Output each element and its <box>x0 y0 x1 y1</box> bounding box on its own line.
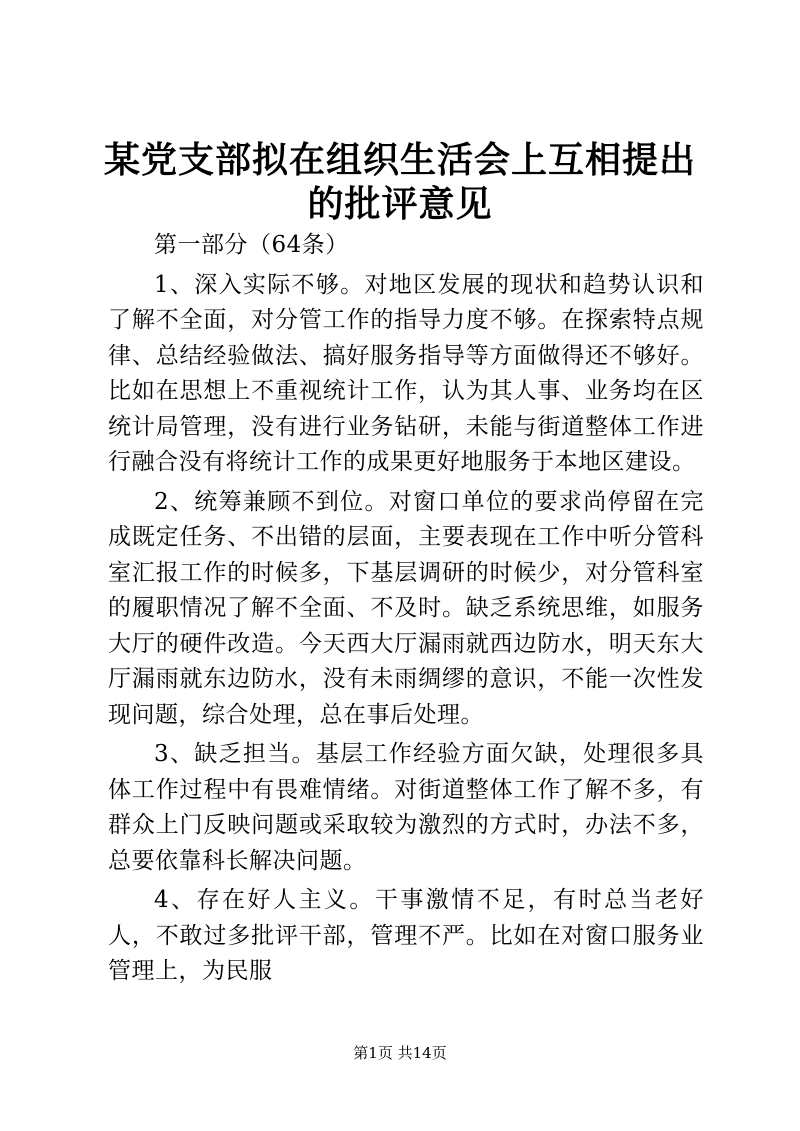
paragraph-4: 4、存在好人主义。干事激情不足，有时总当老好人，不敢过多批评干部，管理不严。比如在对窗口服务业管理上，为民服 <box>108 887 704 984</box>
document-body <box>108 228 704 990</box>
paragraph-1: 1、深入实际不够。对地区发展的现状和趋势认识和了解不全面，对分管工作的指导力度不够。在探索特点规律、总结经验做法、搞好服务指导等方面做得还不够好。比如在思想上不重视统计工作，认为其人事、业务均在区统计局管理，没有进行业务钻研，未能与街道整体工作进行融合没有将统计工作的成果更好地服务于本地区建设。 <box>108 271 704 475</box>
section-heading: 第一部分（64条） <box>154 232 349 258</box>
paragraph-2: 2、统筹兼顾不到位。对窗口单位的要求尚停留在完成既定任务、不出错的层面，主要表现在工作中听分管科室汇报工作的时候多，下基层调研的时候少，对分管科室的履职情况了解不全面、不及时。缺乏系统思维，如服务大厅的硬件改造。今天西大厅漏雨就西边防水，明天东大厅漏雨就东边防水，没有未雨绸缪的意识，不能一次性发现问题，综合处理，总在事后处理。 <box>108 488 704 728</box>
page-number-footer: 第1页 共14页 <box>353 1044 447 1062</box>
document-title: 某党支部拟在组织生活会上互相提出的批评意见 <box>103 139 696 225</box>
paragraph-3: 3、缺乏担当。基层工作经验方面欠缺，处理很多具体工作过程中有畏难情绪。对街道整体工作了解不多，有群众上门反映问题或采取较为激烈的方式时，办法不多，总要依靠科长解决问题。 <box>108 741 704 874</box>
